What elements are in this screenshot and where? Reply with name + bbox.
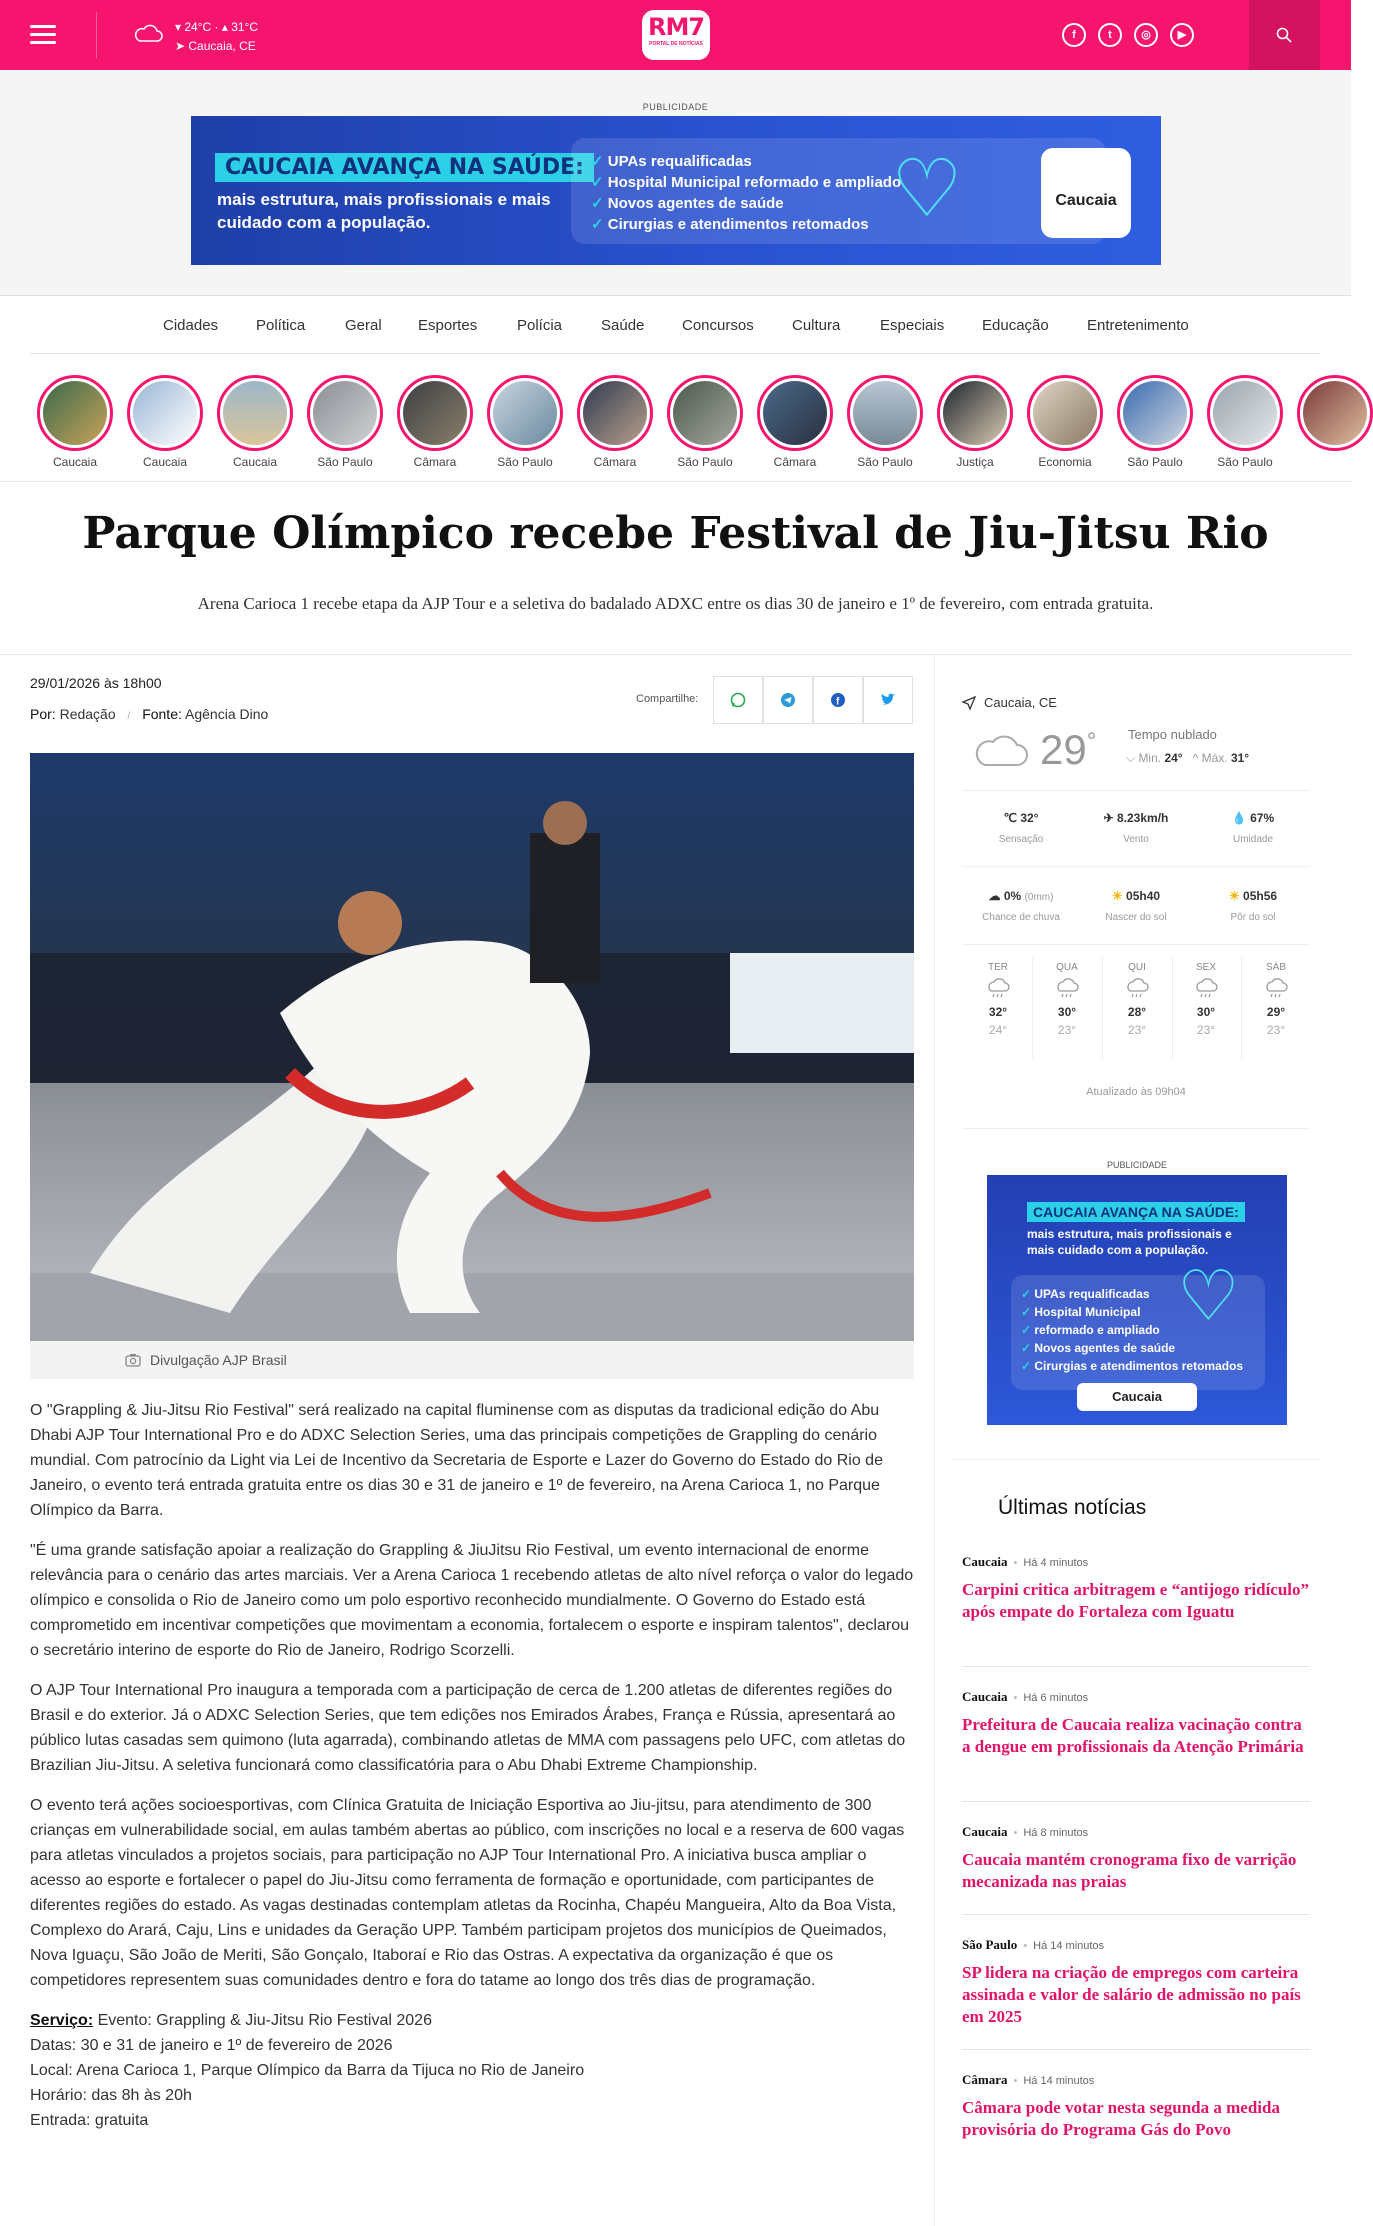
news-time: Há 14 minutos <box>1023 2075 1095 2087</box>
ad-list-item: ✓ Hospital Municipal reformado e ampliado <box>591 172 901 193</box>
story-ring <box>1207 375 1283 451</box>
rain-mm: (0mm) <box>1024 892 1054 903</box>
article-title-text: Parque Olímpico recebe Festival de Jiu-Jitsu Rio <box>82 508 1269 559</box>
story-ring <box>1027 375 1103 451</box>
story-label: São Paulo <box>1217 455 1273 469</box>
wind-value: 8.23km/h <box>1117 811 1169 825</box>
ad-label: PUBLICIDADE <box>642 102 709 112</box>
camera-icon <box>125 1353 141 1367</box>
facebook-icon[interactable]: f <box>1062 23 1086 47</box>
current-temperature-value: 29 <box>1040 726 1087 773</box>
forecast-day <box>1251 962 1301 1037</box>
story-ring <box>757 375 833 451</box>
news-meta: São Paulo • Há 14 minutos <box>962 1937 1105 1952</box>
weather-feels: ℃ 32° Sensação <box>971 811 1071 845</box>
news-meta: Caucaia • Há 4 minutos <box>962 1554 1089 1569</box>
story-label: Caucaia <box>52 455 98 469</box>
story-item[interactable] <box>667 375 743 469</box>
ad-list-item: ✓ UPAs requalificadas <box>591 151 901 172</box>
photo-caption <box>30 1341 914 1379</box>
article-title <box>0 508 1351 559</box>
byline-author: Redação <box>59 706 116 722</box>
story-ring <box>667 375 743 451</box>
story-image <box>1123 381 1187 445</box>
news-meta: Caucaia • Há 8 minutos <box>962 1824 1089 1839</box>
story-ring <box>937 375 1013 451</box>
service-info <box>30 2008 914 2033</box>
humidity-value: 67% <box>1250 811 1275 825</box>
twitter-icon[interactable]: t <box>1098 23 1122 47</box>
weather-wind: ✈ 8.23km/h Vento <box>1086 811 1186 845</box>
sunrise-label: Nascer do sol <box>1105 912 1167 923</box>
ad-subline: mais estrutura, mais profissionais e mais cuidado com a população. <box>217 190 551 232</box>
forecast-low: 23° <box>1196 1023 1216 1037</box>
story-item[interactable] <box>1117 375 1193 469</box>
story-image <box>853 381 917 445</box>
news-item[interactable] <box>962 1554 1310 1623</box>
story-label: Caucaia <box>142 455 188 469</box>
story-ring <box>847 375 923 451</box>
whatsapp-icon <box>730 692 746 708</box>
news-title[interactable]: Prefeitura de Caucaia realiza vacinação contra a dengue em profissionais da Atenção Primária <box>962 1715 1304 1756</box>
news-item[interactable] <box>962 1689 1310 1758</box>
news-item[interactable] <box>962 2072 1310 2141</box>
weather-rain: ☁ 0% (0mm) Chance de chuva <box>969 889 1073 923</box>
ad-seal: Caucaia <box>1041 148 1131 238</box>
weather-humidity: 💧 67% Umidade <box>1203 811 1303 845</box>
cloud-rain-icon <box>1181 979 1231 999</box>
divider <box>962 1128 1310 1129</box>
forecast-high: 30° <box>1196 1005 1216 1019</box>
divider <box>1172 958 1173 1058</box>
max-value: 31° <box>1230 751 1250 765</box>
article-paragraph: "É uma grande satisfação apoiar a realização do Grappling & JiuJitsu Rio Festival, um evento internacional de enorme relevância para o cenário das artes marciais. Ver a Arena Carioca 1 recebendo atletas de alto nível reforça o valor do legado olímpico e consolida o Rio de Janeiro como um polo esportivo reconhecido mundialmente. O Governo do Estado está comprometido em incentivar competições que movimentam a economia, fortalecem o esporte e inspiram talentos", declarou o secretário interino de esporte do Rio de Janeiro, Rodrigo Scorzelli. <box>30 1542 914 1659</box>
facebook-icon <box>830 692 846 708</box>
story-image <box>313 381 377 445</box>
divider <box>1102 958 1103 1058</box>
divider <box>962 1801 1310 1802</box>
divider <box>0 654 1351 655</box>
service-entry: Entrada: gratuita <box>30 2112 149 2129</box>
logo-subtitle: PORTAL DE NOTÍCIAS <box>649 41 703 47</box>
divider <box>962 866 1310 867</box>
news-title[interactable]: SP lidera na criação de empregos com carteira assinada e valor de salário de admissão no país em 2025 <box>962 1963 1301 2026</box>
location-arrow-icon <box>962 696 976 710</box>
main-nav <box>30 296 1321 354</box>
humidity-label: Umidade <box>1232 834 1274 845</box>
news-meta: Câmara • Há 14 minutos <box>962 2072 1095 2087</box>
twitter-icon <box>880 692 896 708</box>
news-category[interactable]: Caucaia <box>962 1554 1008 1569</box>
weather-sunset: ☀ 05h56 Pôr do sol <box>1203 889 1303 923</box>
nav-item[interactable]: Saúde <box>601 317 645 334</box>
ad-subline: mais estrutura, mais profissionais e mais cuidado com a população. <box>1027 1227 1232 1257</box>
story-ring <box>1117 375 1193 451</box>
story-ring <box>307 375 383 451</box>
divider <box>962 1666 1310 1667</box>
ad-list-item: ✓ Cirurgias e atendimentos retomados <box>1021 1357 1243 1375</box>
story-label: São Paulo <box>1127 455 1183 469</box>
cloud-icon <box>133 24 163 42</box>
story-label: Caucaia <box>232 455 278 469</box>
news-title[interactable]: Caucaia mantém cronograma fixo de varrição mecanizada nas praias <box>962 1850 1297 1891</box>
feels-label: Sensação <box>998 834 1044 845</box>
nav-item[interactable]: Cidades <box>163 317 219 334</box>
ad-list-item: ✓ Novos agentes de saúde <box>591 193 901 214</box>
story-label: Câmara <box>413 455 457 469</box>
article-paragraph: O "Grappling & Jiu-Jitsu Rio Festival" será realizado na capital fluminense com as disputas da tradicional edição do Abu Dhabi AJP Tour International Pro e do ADXC Selection Series, uma das principais competições de Grappling do cenário mundial. Com patrocínio da Light via Lei de Incentivo da Secretaria de Esporte e Lazer do Governo do Estado do Rio de Janeiro, o evento terá entrada gratuita entre os dias 30 e 31 de janeiro e 1º de fevereiro, na Arena Carioca 1, no Parque Olímpico da Barra. <box>30 1402 883 1519</box>
logo-text: RM7 <box>647 13 705 41</box>
search-icon <box>1276 27 1292 43</box>
story-image <box>763 381 827 445</box>
header-location-text: Caucaia, CE <box>188 39 256 53</box>
news-category[interactable]: Câmara <box>962 2072 1008 2087</box>
sunrise-value: 05h40 <box>1126 889 1161 903</box>
article-subtitle: Arena Carioca 1 recebe etapa da AJP Tour e a seletiva do badalado ADXC entre os dias 30 de janeiro e 1º de fevereiro, com entrada gratuita. <box>197 594 1154 613</box>
divider <box>1241 958 1242 1058</box>
sunset-label: Pôr do sol <box>1230 912 1276 923</box>
story-label: Justiça <box>956 455 994 469</box>
weather-description: Tempo nublado <box>1128 727 1217 742</box>
story-ring <box>487 375 563 451</box>
ad-list <box>591 151 901 235</box>
nav-item[interactable]: Cultura <box>792 317 841 334</box>
nav-item[interactable]: Entretenimento <box>1087 317 1189 334</box>
news-time: Há 14 minutos <box>1033 1940 1105 1952</box>
ad-label: PUBLICIDADE <box>1106 1160 1168 1170</box>
story-image <box>223 381 287 445</box>
header-weather-temps: ▾ 24°C · ▴ 31°C <box>175 20 259 34</box>
story-ring <box>217 375 293 451</box>
sidebar-divider <box>934 655 935 2226</box>
news-title[interactable]: Câmara pode votar nesta segunda a medida provisória do Programa Gás do Povo <box>962 2098 1280 2139</box>
news-category[interactable]: São Paulo <box>962 1937 1018 1952</box>
share-telegram-button[interactable] <box>763 676 813 724</box>
sunset-value: 05h56 <box>1243 889 1278 903</box>
article-date: 29/01/2026 às 18h00 <box>30 675 162 691</box>
divider <box>1032 958 1033 1058</box>
stories-bar <box>0 354 1351 482</box>
rain-value: 0% <box>1003 889 1022 903</box>
story-item[interactable] <box>577 375 653 469</box>
cloud-rain-icon <box>1251 979 1301 999</box>
cloud-rain-icon <box>973 979 1023 999</box>
article-paragraph: O AJP Tour International Pro inaugura a temporada com a participação de cerca de 1.200 atletas de diferentes regiões do Brasil e do exterior. Já o ADXC Selection Series, que tem edições nos Emirados Árabes, França e Rússia, apresentará ao público lutas casadas sem quimono (luta agarrada), combinando atletas de MMA com passagens pelo UFC, com atletas do Brazilian Jiu-Jitsu. A seletiva funcionará como classificatória para o Abu Dhabi Extreme Championship. <box>30 1682 906 1774</box>
forecast-high: 28° <box>1127 1005 1147 1019</box>
forecast-low: 23° <box>1127 1023 1147 1037</box>
forecast-low: 23° <box>1057 1023 1077 1037</box>
story-label: Câmara <box>593 455 637 469</box>
forecast-low: 24° <box>988 1023 1008 1037</box>
divider <box>96 12 97 58</box>
story-label: São Paulo <box>497 455 553 469</box>
story-image <box>43 381 107 445</box>
story-label: São Paulo <box>317 455 373 469</box>
service-dates: Datas: 30 e 31 de janeiro e 1º de fevereiro de 2026 <box>30 2037 393 2054</box>
weather-sunrise: ☀ 05h40 Nascer do sol <box>1086 889 1186 923</box>
latest-news-title: Últimas notícias <box>998 1496 1147 1519</box>
share-facebook-button[interactable] <box>813 676 863 724</box>
forecast-high: 30° <box>1057 1005 1077 1019</box>
heart-icon: ♡ <box>891 144 963 233</box>
story-image <box>673 381 737 445</box>
service-label: Serviço: <box>30 2012 94 2029</box>
article-byline <box>30 706 268 722</box>
story-label: Câmara <box>773 455 817 469</box>
forecast-day-name: QUA <box>1056 962 1078 973</box>
forecast-day-name: QUI <box>1128 962 1146 973</box>
byline-author-label: Por: <box>30 706 56 722</box>
divider <box>952 1459 1320 1460</box>
cloud-rain-icon <box>1112 979 1162 999</box>
sidebar-ad[interactable] <box>987 1175 1287 1425</box>
min-value: 24° <box>1164 751 1183 765</box>
current-temperature: 29° <box>1040 726 1097 773</box>
article-photo[interactable] <box>30 753 914 1341</box>
news-time: Há 6 minutos <box>1023 1692 1089 1704</box>
ad-list-item: ✓ Novos agentes de saúde <box>1021 1339 1243 1357</box>
story-item[interactable] <box>307 375 383 469</box>
story-label: Economia <box>1038 455 1092 469</box>
share-twitter-button[interactable] <box>863 676 913 724</box>
divider <box>962 944 1310 945</box>
site-logo[interactable] <box>642 10 710 60</box>
story-image <box>583 381 647 445</box>
story-image <box>943 381 1007 445</box>
cloud-rain-icon <box>1042 979 1092 999</box>
nav-item[interactable]: Educação <box>982 317 1049 334</box>
story-ring <box>397 375 473 451</box>
weather-updated: Atualizado às 09h04 <box>1086 1086 1186 1098</box>
ad-seal: Caucaia <box>1077 1383 1197 1411</box>
weather-minmax: ⌵ Min. 24° ^ Máx. 31° <box>1126 751 1250 765</box>
news-category[interactable]: Caucaia <box>962 1824 1008 1839</box>
instagram-icon[interactable]: ◎ <box>1134 23 1158 47</box>
story-image <box>493 381 557 445</box>
ad-zone <box>0 70 1351 296</box>
article-body <box>30 1398 914 2133</box>
byline-source: Agência Dino <box>185 706 269 722</box>
forecast-high: 29° <box>1266 1005 1286 1019</box>
news-item[interactable] <box>962 1824 1310 1893</box>
story-item[interactable] <box>1207 375 1283 469</box>
weather-location-text: Caucaia, CE <box>984 695 1057 710</box>
heart-icon: ♡ <box>1177 1257 1240 1335</box>
story-label: São Paulo <box>857 455 913 469</box>
news-category[interactable]: Caucaia <box>962 1689 1008 1704</box>
nav-item[interactable]: Polícia <box>517 317 563 334</box>
ad-list-item: ✓ reformado e ampliado <box>1021 1321 1243 1339</box>
service-local: Local: Arena Carioca 1, Parque Olímpico da Barra da Tijuca no Rio de Janeiro <box>30 2062 585 2079</box>
header-weather-location: ➤ Caucaia, CE <box>175 39 256 53</box>
youtube-icon[interactable]: ▶ <box>1170 23 1194 47</box>
story-item[interactable] <box>217 375 293 469</box>
top-bar <box>0 0 1351 70</box>
min-label: Min. <box>1138 751 1162 765</box>
forecast-day <box>973 962 1023 1037</box>
ad-headline: CAUCAIA AVANÇA NA SAÚDE: <box>1027 1202 1245 1222</box>
nav-item[interactable]: Concursos <box>682 317 754 334</box>
nav-item[interactable]: Especiais <box>880 317 945 334</box>
rain-label: Chance de chuva <box>982 912 1060 923</box>
forecast-day-name: SÁB <box>1265 962 1286 973</box>
story-item[interactable] <box>937 375 1013 469</box>
news-meta: Caucaia • Há 6 minutos <box>962 1689 1089 1704</box>
story-ring <box>577 375 653 451</box>
story-ring <box>127 375 203 451</box>
story-image <box>133 381 197 445</box>
story-ring <box>1297 375 1373 451</box>
forecast-day <box>1042 962 1092 1037</box>
story-ring <box>37 375 113 451</box>
svg-text:f: f <box>836 696 840 708</box>
ad-list-item: ✓ Hospital Municipal <box>1021 1303 1243 1321</box>
story-image <box>403 381 467 445</box>
story-item[interactable] <box>127 375 203 469</box>
feels-value: 32° <box>1020 811 1039 825</box>
wind-label: Vento <box>1123 834 1149 845</box>
nav-item[interactable]: Política <box>256 317 306 334</box>
ad-banner[interactable] <box>191 116 1161 265</box>
forecast-high: 32° <box>988 1005 1008 1019</box>
divider <box>962 790 1310 791</box>
forecast-day-name: SEX <box>1195 962 1216 973</box>
story-image <box>1033 381 1097 445</box>
nav-item[interactable]: Esportes <box>418 317 478 334</box>
article-paragraph: O evento terá ações socioesportivas, com Clínica Gratuita de Iniciação Esportiva ao Jiu-jitsu, para atendimento de 300 crianças em vulnerabilidade social, em aulas também abertas ao público, com inscrições no local e a reserva de 600 vagas para atletas vinculados a projetos sociais, para participação no AJP Tour International Pro. A iniciativa busca ampliar o acesso ao esporte e fortalecer o papel do Jiu-Jitsu como ferramenta de formação e oportunidade, com participantes de diferentes regiões do estado. As vagas destinadas contemplam atletas da Rocinha, Chapéu Mangueira, Alto da Boa Vista, Complexo do Arará, Caju, Lins e unidades da Geração UPP. Também participam projetos dos municípios de Queimados, Nova Iguaçu, São João de Meriti, São Gonçalo, Itaboraí e Rio das Ostras. A expectativa da organização é que os competidores representem suas comunidades dentro e fora do tatame ao longo dos três dias de programação. <box>30 1797 905 1989</box>
byline-source-label: Fonte: <box>142 706 182 722</box>
story-item[interactable] <box>1297 375 1337 451</box>
news-title[interactable]: Carpini critica arbitragem e “antijogo ridículo” após empate do Fortaleza com Iguatu <box>962 1580 1310 1621</box>
ad-list-item: ✓ UPAs requalificadas <box>1021 1285 1243 1303</box>
story-item[interactable] <box>757 375 833 469</box>
story-image <box>1213 381 1277 445</box>
news-item[interactable] <box>962 1937 1310 2028</box>
photo-caption-text: Divulgação AJP Brasil <box>150 1352 287 1368</box>
ad-headline: CAUCAIA AVANÇA NA SAÚDE: <box>215 153 594 182</box>
nav-item[interactable]: Geral <box>345 317 382 334</box>
photo-illustration <box>30 753 914 1341</box>
forecast-day-name: TER <box>988 962 1008 973</box>
search-button[interactable] <box>1249 0 1320 70</box>
share-label: Compartilhe: <box>636 693 699 705</box>
ad-list-item: ✓ Cirurgias e atendimentos retomados <box>591 214 901 235</box>
news-time: Há 4 minutos <box>1023 1557 1089 1569</box>
story-item[interactable] <box>487 375 563 469</box>
story-image <box>1303 381 1367 445</box>
byline-divider: / <box>127 711 131 722</box>
share-whatsapp-button[interactable] <box>713 676 763 724</box>
menu-icon[interactable] <box>30 25 56 45</box>
service-event: Evento: Grappling & Jiu-Jitsu Rio Festival 2026 <box>93 2012 432 2029</box>
story-item[interactable] <box>1027 375 1103 469</box>
forecast-low: 23° <box>1266 1023 1286 1037</box>
divider <box>962 2049 1310 2050</box>
story-item[interactable] <box>37 375 113 469</box>
divider <box>962 1914 1310 1915</box>
news-time: Há 8 minutos <box>1023 1827 1089 1839</box>
max-label: Máx. <box>1201 751 1228 765</box>
telegram-icon <box>780 692 796 708</box>
cloud-icon <box>973 733 1029 767</box>
forecast-day <box>1112 962 1162 1037</box>
forecast-day <box>1181 962 1231 1037</box>
story-item[interactable] <box>397 375 473 469</box>
story-item[interactable] <box>847 375 923 469</box>
story-label: São Paulo <box>677 455 733 469</box>
service-time: Horário: das 8h às 20h <box>30 2087 192 2104</box>
